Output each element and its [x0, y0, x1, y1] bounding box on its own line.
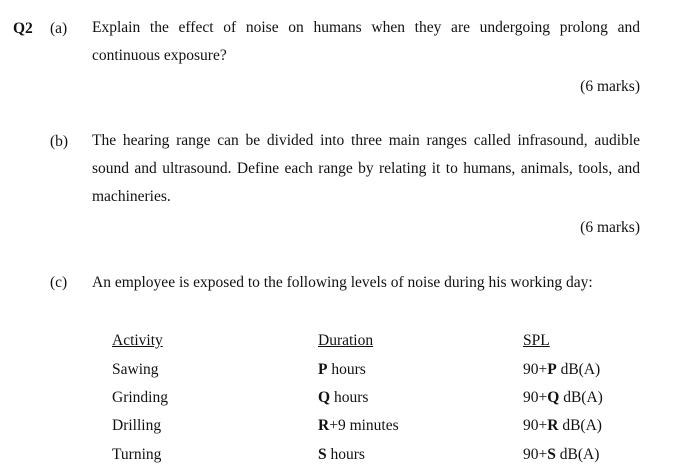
part-c-label: (c): [50, 274, 68, 291]
question-number: Q2: [13, 20, 33, 37]
part-a-label: (a): [50, 20, 68, 37]
duration-text: hours: [326, 446, 365, 463]
part-b-marks: (6 marks): [580, 219, 640, 236]
part-a-text: Explain the effect of noise on humans when they are undergoing prolong and continuous exposure?: [92, 19, 640, 64]
part-a-marks: (6 marks): [580, 78, 640, 95]
table-row-duration: [318, 389, 368, 407]
duration-variable: S: [318, 446, 327, 463]
table-row-duration: [318, 446, 365, 464]
table-row-spl: [523, 389, 603, 407]
header-spl: SPL: [523, 332, 550, 349]
table-row-activity: Drilling: [112, 417, 162, 434]
spl-variable: S: [547, 446, 556, 463]
spl-unit: dB(A): [558, 417, 602, 434]
table-row-spl: [523, 417, 602, 435]
spl-prefix: 90+: [523, 417, 548, 434]
duration-text: hours: [330, 389, 369, 406]
table-row-duration: [318, 361, 366, 379]
duration-variable: P: [318, 361, 328, 378]
table-row-activity: Grinding: [112, 389, 168, 406]
part-b-text: The hearing range can be divided into three main ranges called infrasound, audible sound and ultrasound. Define each range by relating it to humans, animals, tools, and machineries.: [92, 132, 640, 205]
spl-variable: P: [547, 361, 557, 378]
table-row-duration: [318, 417, 399, 435]
spl-variable: R: [547, 417, 559, 434]
spl-prefix: 90+: [523, 446, 548, 463]
header-activity: Activity: [112, 332, 163, 349]
spl-unit: dB(A): [559, 389, 603, 406]
duration-text: +9 minutes: [329, 417, 399, 434]
duration-variable: Q: [318, 389, 331, 406]
spl-prefix: 90+: [523, 361, 548, 378]
header-duration: Duration: [318, 332, 374, 349]
table-row-spl: [523, 361, 600, 379]
spl-variable: Q: [547, 389, 560, 406]
duration-text: hours: [327, 361, 366, 378]
table-row-spl: [523, 446, 599, 464]
spl-unit: dB(A): [555, 446, 600, 463]
duration-variable: R: [318, 417, 330, 434]
spl-unit: dB(A): [556, 361, 601, 378]
part-b-label: (b): [50, 133, 69, 150]
part-c-text: An employee is exposed to the following levels of noise during his working day:: [92, 274, 593, 291]
table-row-activity: Turning: [112, 446, 162, 463]
table-row-activity: Sawing: [112, 361, 159, 378]
spl-prefix: 90+: [523, 389, 548, 406]
